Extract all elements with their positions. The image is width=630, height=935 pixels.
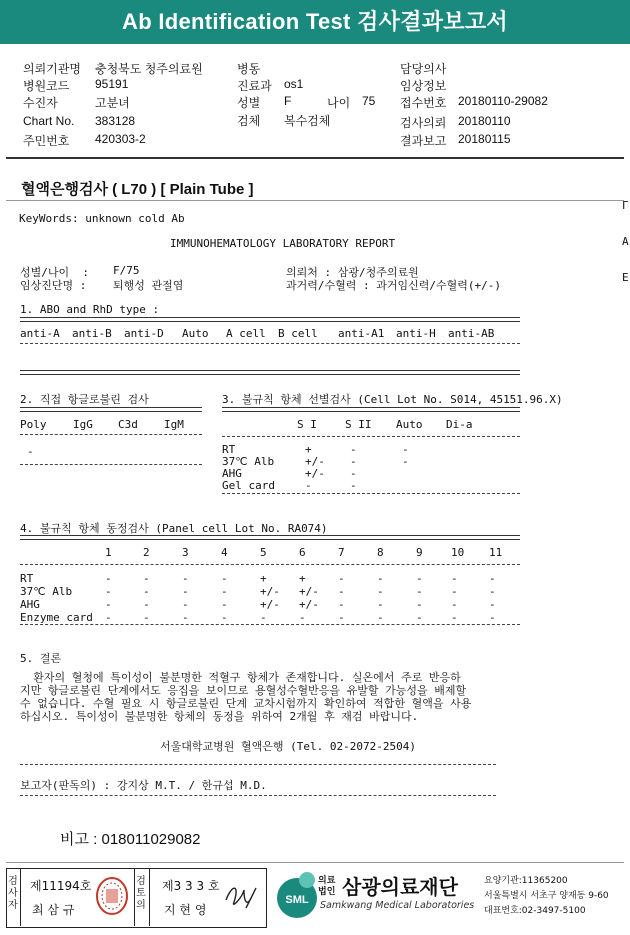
header-value: F: [284, 94, 292, 108]
abo-column-header: anti-A1: [338, 327, 385, 340]
panel-cell: +/-: [299, 598, 319, 611]
panel-cell: -: [143, 585, 150, 598]
header-label: 담당의사: [400, 62, 447, 76]
panel-section-title: 4. 불규칙 항체 동정검사 (Panel cell Lot No. RA074): [20, 522, 328, 535]
screen-cell: -: [350, 455, 357, 468]
diagnosis-value: 퇴행성 관절염: [113, 279, 184, 292]
vertical-label-char: 자: [8, 900, 18, 911]
panel-cell: -: [377, 611, 384, 624]
screen-cell: -: [350, 479, 357, 492]
header-label: 주민번호: [23, 134, 70, 148]
dat-mid-rule: [20, 434, 202, 435]
panel-column-header: 8: [377, 546, 384, 559]
header-value: 383128: [95, 114, 136, 128]
reviewer-name: 지 현 영: [164, 903, 207, 917]
abo-column-header: anti-H: [396, 327, 436, 340]
header-label: 병원코드: [23, 79, 70, 93]
header-label: 접수번호: [400, 96, 447, 110]
screen-cell: -: [350, 467, 357, 480]
panel-cell: -: [377, 598, 384, 611]
panel-cell: +/-: [260, 598, 280, 611]
transfusion-history: 과거력/수혈력 : 과거임신력/수혈력(+/-): [286, 279, 501, 292]
org-english-name: Samkwang Medical Laboratories: [320, 900, 475, 911]
screen-cell: -: [305, 479, 312, 492]
edge-mark: Γ: [622, 199, 629, 212]
screen-column-header: Auto: [396, 418, 423, 431]
abo-column-header: A cell: [226, 327, 266, 340]
header-divider: [6, 157, 624, 159]
header-value: 420303-2: [95, 132, 146, 146]
abo-column-header: anti-A: [20, 327, 60, 340]
panel-cell: -: [105, 611, 112, 624]
org-address: 서울특별시 서초구 양재동 9-60: [484, 891, 609, 901]
reporter: 보고자(판독의) : 강지상 M.T. / 한규섭 M.D.: [20, 779, 267, 792]
dat-column-header: IgG: [73, 418, 93, 431]
conclusion-line: 하십시오. 특이성이 불분명한 항체의 동정을 위하여 2개월 후 재검 바랍니다.: [20, 710, 419, 723]
panel-cell: -: [105, 598, 112, 611]
remark-value: 018011029082: [101, 831, 201, 848]
panel-column-header: 3: [182, 546, 189, 559]
panel-row-label: RT: [20, 572, 34, 585]
remark-row: [60, 828, 201, 849]
header-label: 임상정보: [400, 79, 447, 93]
edge-mark: A: [622, 235, 629, 248]
panel-cell: +: [299, 572, 306, 585]
panel-cell: -: [451, 598, 458, 611]
panel-column-header: 4: [221, 546, 228, 559]
screen-cell: +/-: [305, 455, 325, 468]
abo-column-header: anti-D: [124, 327, 164, 340]
panel-cell: -: [221, 598, 228, 611]
header-value: 20180110-29082: [458, 94, 548, 108]
panel-bottom-rule: [20, 624, 520, 625]
panel-column-header: 7: [338, 546, 345, 559]
blood-bank-footer: 서울대학교병원 혈액은행 (Tel. 02-2072-2504): [160, 740, 416, 753]
conclusion-line: 환자의 혈청에 특이성이 불분명한 적혈구 항체가 존재합니다. 실온에서 주로 반응하: [20, 671, 461, 684]
panel-cell: -: [143, 572, 150, 585]
screen-mid-rule: [222, 436, 520, 437]
conclusion-title: 5. 결론: [20, 652, 62, 665]
test-title: 혈액은행검사 ( L70 ) [ Plain Tube ]: [21, 181, 254, 198]
panel-cell: -: [451, 572, 458, 585]
panel-row-label: 37℃ Alb: [20, 585, 73, 598]
panel-top-rule: [20, 535, 520, 540]
vertical-label-char: 검: [8, 876, 18, 887]
panel-cell: -: [451, 585, 458, 598]
header-label: 진료과: [237, 79, 272, 93]
panel-cell: -: [416, 572, 423, 585]
panel-row-label: AHG: [20, 598, 40, 611]
header-value: 복수검체: [284, 114, 331, 128]
screen-column-header: S II: [345, 418, 372, 431]
conclusion-line: 수 없습니다. 수혈 필요 시 항글로불린 단계 교차시험까지 확인하여 적합한 혈액을 사용: [20, 697, 472, 710]
conclusion-line: 지만 항글로불린 단계에서도 응집을 보이므로 용혈성수혈반응을 유발할 가능성을 배제할: [20, 684, 467, 697]
panel-column-header: 2: [143, 546, 150, 559]
abo-column-header: anti-B: [72, 327, 112, 340]
header-value: 95191: [95, 77, 129, 91]
examiner-label: [7, 876, 19, 912]
panel-cell: -: [182, 611, 189, 624]
screen-cell: -: [402, 443, 409, 456]
examiner-license: 제11194호: [30, 879, 92, 893]
edge-mark: E: [622, 271, 629, 284]
vertical-label-char: 사: [8, 888, 18, 899]
dat-column-header: C3d: [118, 418, 138, 431]
panel-cell: -: [105, 585, 112, 598]
abo-mid-rule: [20, 343, 520, 344]
header-value: 고분녀: [95, 96, 130, 110]
screen-bottom-rule: [222, 493, 520, 494]
panel-cell: -: [143, 611, 150, 624]
screen-cell: +: [305, 443, 312, 456]
panel-cell: -: [416, 598, 423, 611]
conclusion-text: [20, 671, 471, 723]
dat-column-header: Poly: [20, 418, 47, 431]
panel-cell: -: [489, 598, 496, 611]
dat-top-rule: [20, 407, 202, 412]
panel-cell: -: [338, 572, 345, 585]
panel-cell: -: [338, 585, 345, 598]
vertical-label-char: 검: [136, 876, 146, 887]
sml-badge-text: SML: [285, 894, 309, 906]
screen-cell: -: [402, 455, 409, 468]
right-edge-marks: [622, 176, 630, 296]
screen-cell: -: [350, 443, 357, 456]
screen-section-title: 3. 불규칙 항체 선별검사 (Cell Lot No. S014, 45151.96.X): [222, 393, 563, 406]
screen-row-label: Gel card: [222, 479, 275, 492]
screen-column-header: S I: [297, 418, 317, 431]
header-value: 충청북도 청주의료원: [95, 62, 203, 76]
reporter-bottom-rule: [20, 795, 496, 796]
panel-cell: -: [338, 598, 345, 611]
org-name: 삼광의료재단: [342, 875, 458, 899]
panel-column-header: 9: [416, 546, 423, 559]
vertical-label-char: 토: [136, 888, 146, 899]
abo-column-header: B cell: [278, 327, 318, 340]
age-label: 나이: [327, 96, 351, 110]
panel-cell: -: [182, 572, 189, 585]
abo-bottom-rule: [20, 370, 520, 375]
abo-column-header: Auto: [182, 327, 209, 340]
report-banner-title: Ab Identification Test 검사결과보고서: [0, 0, 630, 44]
dat-section-title: 2. 직접 항글로불린 검사: [20, 393, 149, 406]
abo-column-header: anti-AB: [448, 327, 495, 340]
panel-cell: -: [451, 611, 458, 624]
dat-bottom-rule: [20, 464, 202, 465]
header-label: 검사의뢰: [400, 116, 447, 130]
panel-column-header: 11: [489, 546, 503, 559]
screen-row-label: 37℃ Alb: [222, 455, 275, 468]
dat-value: -: [27, 445, 34, 458]
age-value: 75: [362, 94, 376, 108]
diagnosis-label: 임상진단명 :: [20, 279, 87, 292]
panel-cell: +/-: [260, 585, 280, 598]
panel-row-label: Enzyme card: [20, 611, 93, 624]
panel-column-header: 1: [105, 546, 112, 559]
panel-mid-rule: [20, 564, 520, 565]
org-prefix: 의료 법인: [318, 876, 336, 897]
panel-column-header: 5: [260, 546, 267, 559]
header-label: 성별: [237, 96, 261, 110]
panel-cell: -: [489, 572, 496, 585]
screen-row-label: AHG: [222, 467, 242, 480]
abo-top-rule: [20, 317, 520, 322]
panel-column-header: 6: [299, 546, 306, 559]
sex-age-label: 성별/나이 :: [20, 266, 89, 279]
reviewer-signature-icon: [222, 878, 260, 914]
org-code: 요양기관:11365200: [484, 876, 568, 886]
org-phone: 대표번호:02-3497-5100: [484, 906, 586, 916]
report-title: IMMUNOHEMATOLOGY LABORATORY REPORT: [170, 237, 396, 250]
footer-divider: [6, 862, 624, 863]
panel-cell: +/-: [299, 585, 319, 598]
header-label: 결과보고: [400, 134, 447, 148]
reporter-top-rule: [20, 764, 496, 765]
header-value: 20180115: [458, 132, 511, 146]
panel-cell: -: [416, 611, 423, 624]
screen-column-header: Di-a: [446, 418, 473, 431]
panel-cell: -: [143, 598, 150, 611]
panel-cell: -: [299, 611, 306, 624]
panel-cell: -: [105, 572, 112, 585]
header-value: 20180110: [458, 114, 511, 128]
sml-logo-icon: [271, 870, 323, 922]
panel-cell: -: [338, 611, 345, 624]
panel-cell: -: [260, 611, 267, 624]
panel-cell: -: [377, 585, 384, 598]
panel-cell: -: [377, 572, 384, 585]
panel-cell: -: [221, 611, 228, 624]
panel-cell: -: [182, 585, 189, 598]
sex-age-value: F/75: [113, 264, 140, 277]
requester: 의뢰처 : 삼광/청주의료원: [286, 266, 419, 279]
abo-section-title: 1. ABO and RhD type :: [20, 303, 160, 316]
header-label: 수진자: [23, 96, 58, 110]
header-label: 의뢰기관명: [23, 62, 81, 76]
header-label: 검체: [237, 114, 261, 128]
header-label: 병동: [237, 62, 261, 76]
reviewer-label: [135, 876, 147, 912]
panel-cell: -: [221, 585, 228, 598]
dat-column-header: IgM: [164, 418, 184, 431]
panel-cell: -: [416, 585, 423, 598]
panel-column-header: 10: [451, 546, 465, 559]
panel-cell: -: [182, 598, 189, 611]
screen-cell: +/-: [305, 467, 325, 480]
header-value: os1: [284, 77, 304, 91]
examiner-seal-icon: [95, 876, 129, 916]
examiner-name: 최 삼 규: [32, 903, 75, 917]
panel-cell: -: [489, 585, 496, 598]
screen-row-label: RT: [222, 443, 236, 456]
keywords: KeyWords: unknown cold Ab: [19, 212, 185, 225]
header-label: Chart No.: [23, 114, 75, 128]
reviewer-license: 제3 3 3 호: [162, 879, 220, 893]
vertical-label-char: 의: [136, 900, 146, 911]
screen-top-rule: [222, 407, 520, 412]
panel-cell: -: [489, 611, 496, 624]
remark-label: 비고 :: [60, 831, 98, 848]
title-underline: [6, 200, 624, 201]
panel-cell: -: [221, 572, 228, 585]
panel-cell: +: [260, 572, 267, 585]
